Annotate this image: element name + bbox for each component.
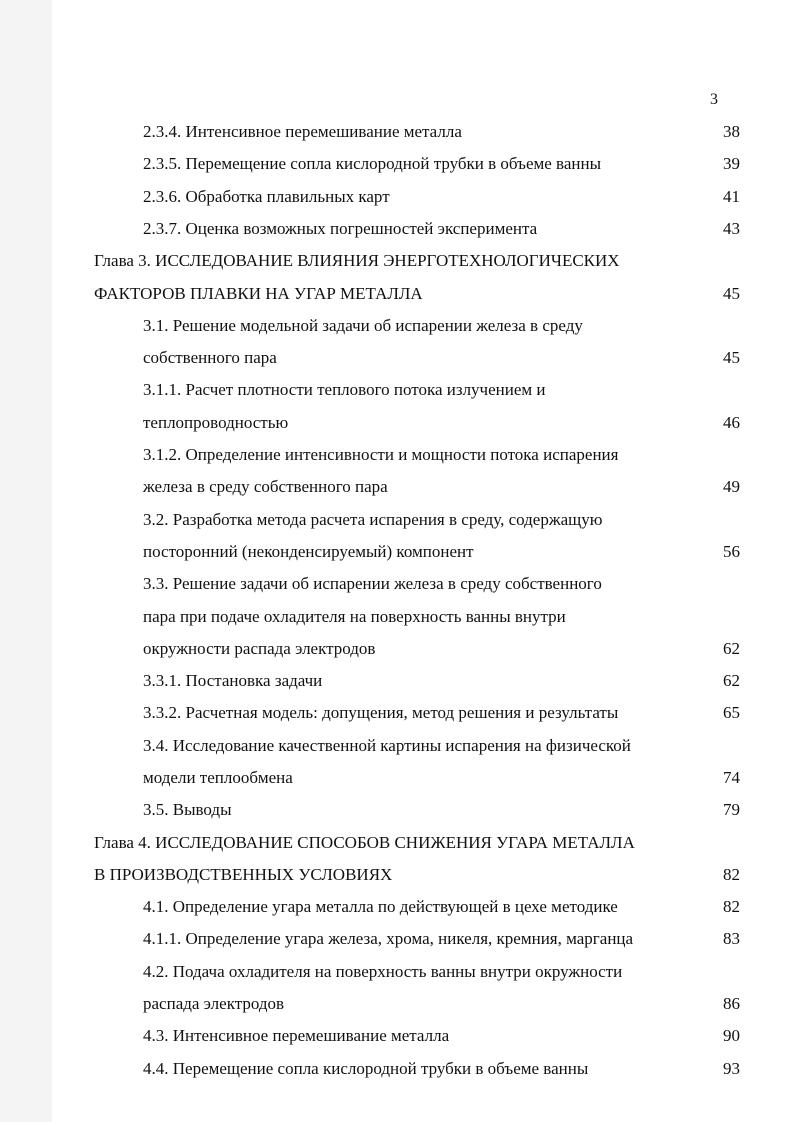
toc-entry-text: распада электродов: [143, 994, 285, 1013]
toc-page-number: 65: [723, 703, 740, 722]
toc-entry-text: модели теплообмена: [143, 768, 293, 787]
toc-entry-text: собственного пара: [143, 348, 277, 367]
toc-entry-text: 4.4. Перемещение сопла кислородной трубки в объеме ванны: [143, 1059, 589, 1078]
toc-page-number: 38: [723, 122, 740, 141]
toc-entry-text: 2.3.7. Оценка возможных погрешностей эксперимента: [143, 219, 538, 238]
toc-entry-text: Глава 4. ИССЛЕДОВАНИЕ СПОСОБОВ СНИЖЕНИЯ УГАРА МЕТАЛЛА: [94, 833, 635, 852]
toc-page-number: 62: [723, 639, 740, 658]
toc-page-number: 39: [723, 154, 740, 173]
toc-entry-text: железа в среду собственного пара: [143, 477, 388, 496]
toc-entry-text: 3.1.2. Определение интенсивности и мощности потока испарения: [143, 445, 619, 464]
toc-entry-text: Глава 3. ИССЛЕДОВАНИЕ ВЛИЯНИЯ ЭНЕРГОТЕХНОЛОГИЧЕСКИХ: [94, 251, 620, 270]
toc-entry-text: 2.3.4. Интенсивное перемешивание металла: [143, 122, 462, 141]
toc-entry-text: ФАКТОРОВ ПЛАВКИ НА УГАР МЕТАЛЛА: [94, 284, 423, 303]
toc-entry-text: 2.3.6. Обработка плавильных карт: [143, 187, 390, 206]
toc-page-number: 93: [723, 1059, 740, 1078]
toc-page-number: 56: [723, 542, 740, 561]
toc-entry-text: теплопроводностью: [143, 413, 289, 432]
toc-entry-text: 3.2. Разработка метода расчета испарения в среду, содержащую: [143, 510, 603, 529]
toc-page-number: 45: [723, 348, 740, 367]
toc-page-number: 45: [723, 284, 740, 303]
toc-entry-text: 3.1.1. Расчет плотности теплового потока излучением и: [143, 380, 546, 399]
toc-page-number: 90: [723, 1026, 740, 1045]
toc-page-number: 86: [723, 994, 740, 1013]
toc-entry-text: окружности распада электродов: [143, 639, 376, 658]
toc-page-number: 62: [723, 671, 740, 690]
toc-entry-text: 4.1. Определение угара металла по действующей в цехе методике: [143, 897, 618, 916]
toc-entry-text: 4.2. Подача охладителя на поверхность ванны внутри окружности: [143, 962, 623, 981]
toc-page-number: 82: [723, 865, 740, 884]
toc-entry-text: пара при подаче охладителя на поверхность ванны внутри: [143, 607, 566, 626]
toc-page-number: 83: [723, 929, 740, 948]
toc-page-number: 46: [723, 413, 740, 432]
toc-page-number: 41: [723, 187, 740, 206]
toc-entry-text: посторонний (неконденсируемый) компонент: [143, 542, 474, 561]
toc-page-number: 49: [723, 477, 740, 496]
toc-entry-text: 3.1. Решение модельной задачи об испарении железа в среду: [143, 316, 583, 335]
toc-entry-text: 2.3.5. Перемещение сопла кислородной трубки в объеме ванны: [143, 154, 602, 173]
toc-page-number: 74: [723, 768, 740, 787]
toc-entry-text: 4.3. Интенсивное перемешивание металла: [143, 1026, 450, 1045]
page-number: 3: [710, 91, 718, 108]
toc-entry-text: 3.4. Исследование качественной картины испарения на физической: [143, 736, 631, 755]
toc-page-number: 79: [723, 800, 740, 819]
toc-page-number: 82: [723, 897, 740, 916]
toc-entry-text: 3.5. Выводы: [143, 800, 232, 819]
toc-page-number: 43: [723, 219, 740, 238]
toc-entry-text: В ПРОИЗВОДСТВЕННЫХ УСЛОВИЯХ: [94, 865, 393, 884]
toc-entry-text: 3.3. Решение задачи об испарении железа в среду собственного: [143, 574, 602, 593]
toc-entry-text: 3.3.1. Постановка задачи: [143, 671, 323, 690]
toc-entry-text: 4.1.1. Определение угара железа, хрома, никеля, кремния, марганца: [143, 929, 634, 948]
toc-entry-text: 3.3.2. Расчетная модель: допущения, метод решения и результаты: [143, 703, 619, 722]
